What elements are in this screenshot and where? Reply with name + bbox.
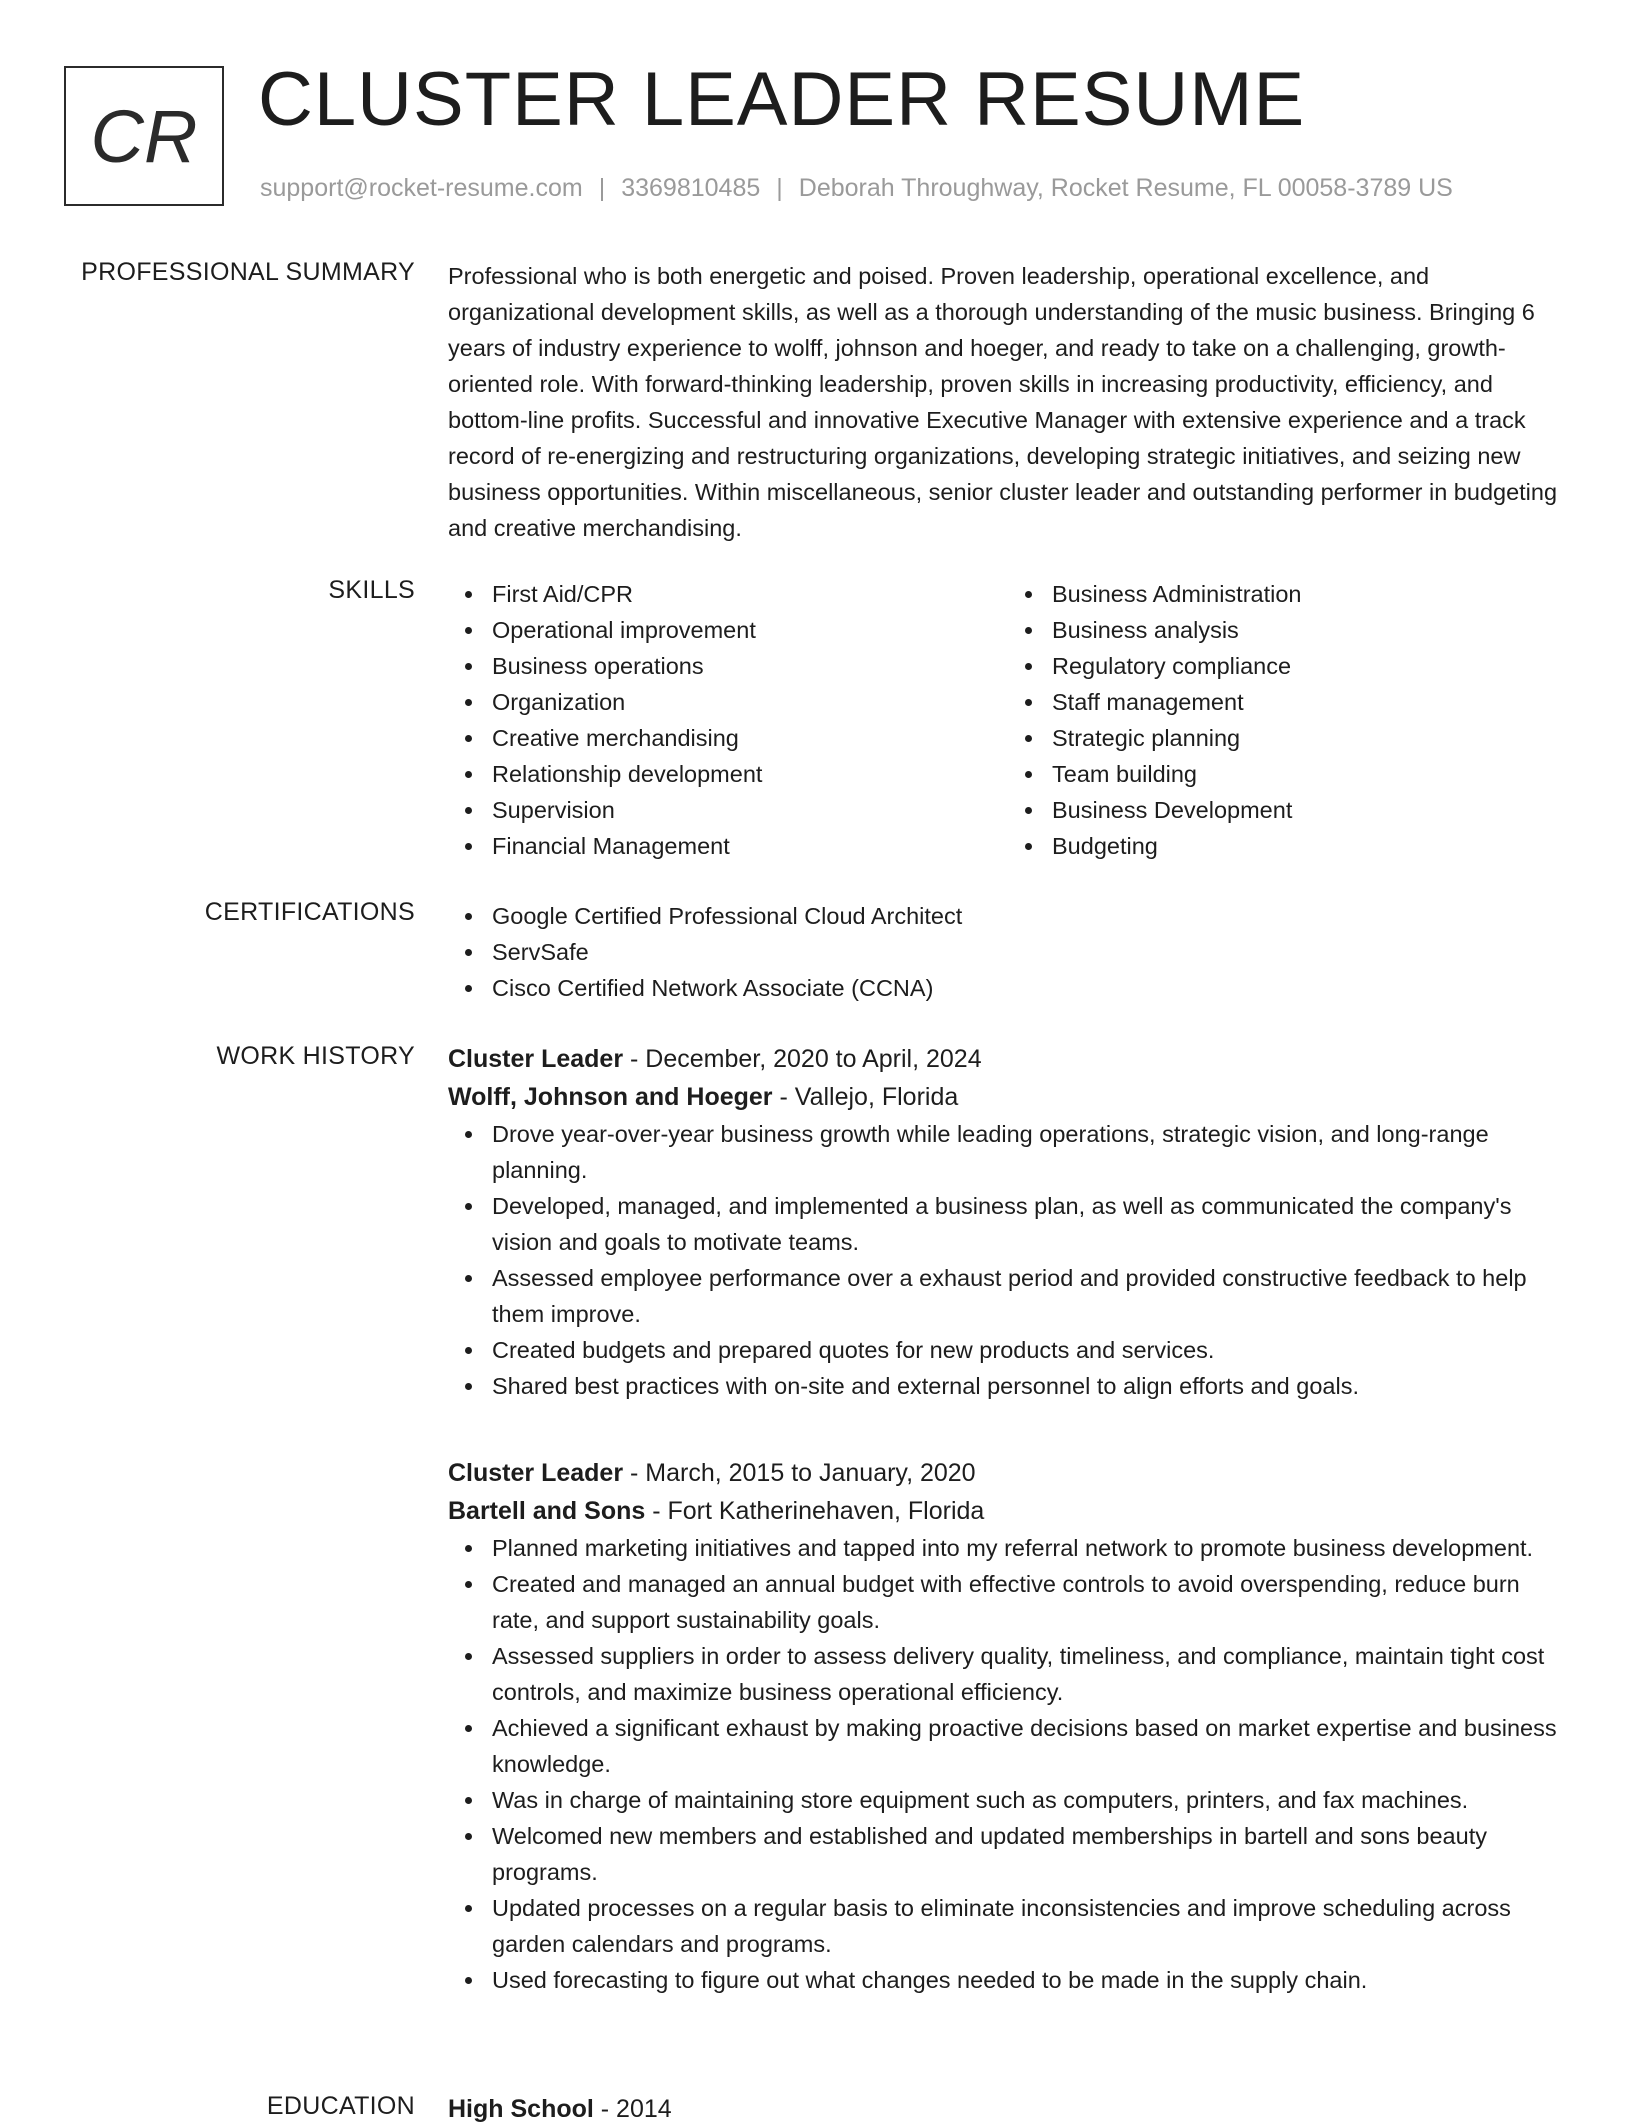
- job-duty: Assessed employee performance over a exhaust period and provided constructive feedback to help them improve.: [492, 1260, 1568, 1332]
- job-dates: - December, 2020 to April, 2024: [623, 1045, 982, 1073]
- contact-separator: |: [598, 174, 606, 202]
- job-duty: Was in charge of maintaining store equipment such as computers, printers, and fax machines.: [492, 1782, 1568, 1818]
- contact-address: Deborah Throughway, Rocket Resume, FL 00058-3789 US: [798, 174, 1453, 202]
- skill-item: Creative merchandising: [492, 720, 1008, 756]
- contact-email[interactable]: support@rocket-resume.com: [260, 174, 583, 202]
- job-duty: Created and managed an annual budget with effective controls to avoid overspending, reduce burn rate, and support sustainability goals.: [492, 1566, 1568, 1638]
- skills-list-right: [1008, 576, 1568, 864]
- job-duty: Created budgets and prepared quotes for new products and services.: [492, 1332, 1568, 1368]
- education-heading: EDUCATION: [266, 2092, 415, 2120]
- job-entry: [448, 1454, 1568, 1998]
- job-duties-list: [448, 1530, 1568, 1998]
- job-title-line: [448, 1040, 1568, 1078]
- education-year: - 2014: [593, 2095, 672, 2123]
- education-line: [448, 2090, 1568, 2128]
- job-duty: Used forecasting to figure out what changes needed to be made in the supply chain.: [492, 1962, 1568, 1998]
- job-entry: [448, 1040, 1568, 1404]
- skill-item: Business Administration: [1052, 576, 1568, 612]
- skill-item: Team building: [1052, 756, 1568, 792]
- job-company: Wolff, Johnson and Hoeger: [448, 1083, 773, 1111]
- certification-item: Google Certified Professional Cloud Architect: [492, 898, 1568, 934]
- job-duty: Assessed suppliers in order to assess delivery quality, timeliness, and compliance, maintain tight cost controls, and maximize business operational efficiency.: [492, 1638, 1568, 1710]
- certification-item: Cisco Certified Network Associate (CCNA): [492, 970, 1568, 1006]
- certifications-heading: CERTIFICATIONS: [204, 898, 415, 926]
- skill-item: Business Development: [1052, 792, 1568, 828]
- job-duty: Planned marketing initiatives and tapped into my referral network to promote business development.: [492, 1530, 1568, 1566]
- monogram-logo: [64, 66, 224, 206]
- skill-item: Business analysis: [1052, 612, 1568, 648]
- skill-item: Operational improvement: [492, 612, 1008, 648]
- summary-heading: PROFESSIONAL SUMMARY: [81, 258, 415, 286]
- job-duty: Drove year-over-year business growth while leading operations, strategic vision, and long-range planning.: [492, 1116, 1568, 1188]
- job-company-line: [448, 1492, 1568, 1530]
- resume-title: CLUSTER LEADER RESUME: [258, 57, 1306, 142]
- job-title: Cluster Leader: [448, 1045, 624, 1073]
- job-duty: Shared best practices with on-site and external personnel to align efforts and goals.: [492, 1368, 1568, 1404]
- contact-separator: |: [776, 174, 783, 202]
- work-history-heading: WORK HISTORY: [216, 1042, 415, 1070]
- job-title: Cluster Leader: [448, 1459, 624, 1487]
- job-duty: Achieved a significant exhaust by making proactive decisions based on market expertise and business knowledge.: [492, 1710, 1568, 1782]
- education-degree: High School: [448, 2095, 594, 2123]
- skills-list-left: [448, 576, 1008, 864]
- contact-phone[interactable]: 3369810485: [621, 174, 761, 202]
- certifications-list: [448, 898, 1568, 1006]
- monogram-initials: CR: [90, 94, 198, 178]
- skill-item: Organization: [492, 684, 1008, 720]
- job-dates: - March, 2015 to January, 2020: [623, 1459, 976, 1487]
- skill-item: Supervision: [492, 792, 1008, 828]
- contact-line: [260, 174, 1453, 203]
- skill-item: First Aid/CPR: [492, 576, 1008, 612]
- job-duty: Welcomed new members and established and updated memberships in bartell and sons beauty programs.: [492, 1818, 1568, 1890]
- skill-item: Staff management: [1052, 684, 1568, 720]
- job-company-line: [448, 1078, 1568, 1116]
- job-title-line: [448, 1454, 1568, 1492]
- skill-item: Regulatory compliance: [1052, 648, 1568, 684]
- job-duty: Developed, managed, and implemented a business plan, as well as communicated the company's vision and goals to motivate teams.: [492, 1188, 1568, 1260]
- summary-text: Professional who is both energetic and poised. Proven leadership, operational excellence, and organizational development skills, as well as a thorough understanding of the music business. Bringing 6 years of industry experience to wolff, johnson and hoeger, and ready to take on a challenging, growth-oriented role. With forward-thinking leadership, proven skills in increasing productivity, efficiency, and bottom-line profits. Successful and innovative Executive Manager with extensive experience and a track record of re-energizing and restructuring organizations, developing strategic initiatives, and seizing new business opportunities. Within miscellaneous, senior cluster leader and outstanding performer in budgeting and creative merchandising.: [448, 263, 1558, 541]
- job-duties-list: [448, 1116, 1568, 1404]
- job-location: - Vallejo, Florida: [772, 1083, 959, 1111]
- skills-heading: SKILLS: [328, 576, 415, 604]
- skill-item: Strategic planning: [1052, 720, 1568, 756]
- job-duty: Updated processes on a regular basis to eliminate inconsistencies and improve scheduling across garden calendars and programs.: [492, 1890, 1568, 1962]
- job-company: Bartell and Sons: [448, 1497, 646, 1525]
- certification-item: ServSafe: [492, 934, 1568, 970]
- job-location: - Fort Katherinehaven, Florida: [645, 1497, 985, 1525]
- skill-item: Business operations: [492, 648, 1008, 684]
- skill-item: Financial Management: [492, 828, 1008, 864]
- skill-item: Relationship development: [492, 756, 1008, 792]
- skill-item: Budgeting: [1052, 828, 1568, 864]
